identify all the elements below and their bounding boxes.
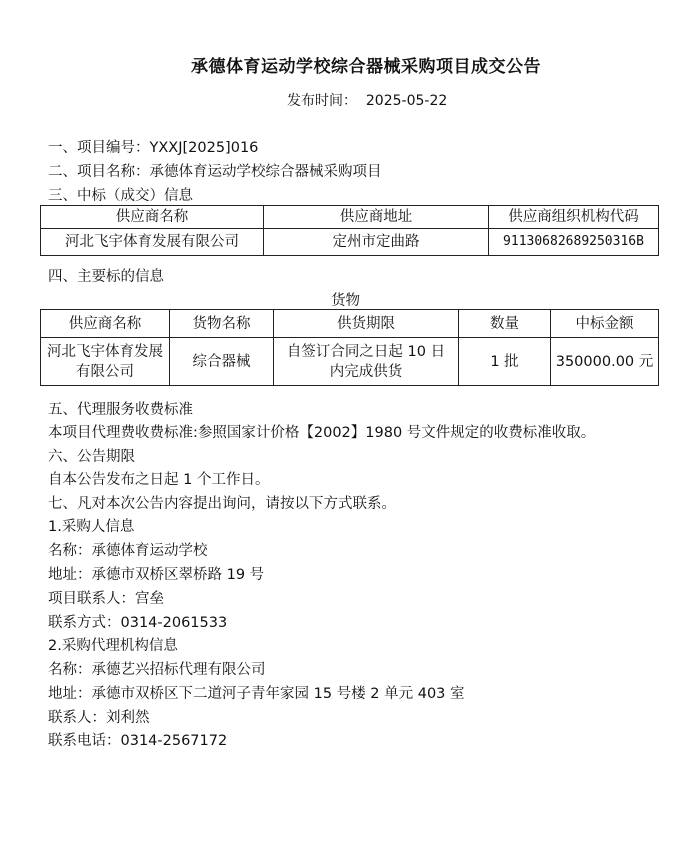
quantity-cell: 1 批 [459, 338, 551, 386]
table-header-cell: 数量 [459, 310, 551, 338]
section-winner-heading: 三、中标（成交）信息 [48, 188, 193, 204]
amount-cell: 350000.00 元 [551, 338, 659, 386]
goods-table [40, 309, 659, 386]
page-title: 承德体育运动学校综合器械采购项目成交公告 [191, 57, 541, 77]
period-text: 自本公告发布之日起 1 个工作日。 [48, 472, 270, 488]
table-header-cell: 供货期限 [274, 310, 459, 338]
section-goods-heading: 四、主要标的信息 [48, 269, 164, 285]
table-header-cell: 供应商名称 [41, 206, 264, 229]
table-row [41, 229, 659, 256]
purchaser-phone: 联系方式：0314-2061533 [48, 615, 228, 631]
purchaser-contact-person: 项目联系人：宫垒 [48, 591, 164, 607]
agency-phone: 联系电话：0314-2567172 [48, 733, 228, 749]
purchaser-address: 地址：承德市双桥区翠桥路 19 号 [48, 567, 265, 583]
purchaser-heading: 1.采购人信息 [48, 519, 135, 535]
winner-table [40, 205, 659, 256]
table-header-cell: 供应商地址 [264, 206, 489, 229]
purchaser-name: 名称：承德体育运动学校 [48, 543, 208, 559]
supplier-code-cell: 91130682689250316B [489, 229, 659, 256]
table-header-cell: 中标金额 [551, 310, 659, 338]
agency-name: 名称：承德艺兴招标代理有限公司 [48, 662, 266, 678]
supplier-name-cell: 河北飞宇体育发展有限公司 [41, 229, 264, 256]
agency-address: 地址：承德市双桥区下二道河子青年家园 15 号楼 2 单元 403 室 [48, 686, 465, 702]
table-header-cell: 货物名称 [170, 310, 274, 338]
section-contact-heading: 七、凡对本次公告内容提出询问，请按以下方式联系。 [48, 496, 396, 512]
section-fee-heading: 五、代理服务收费标准 [48, 402, 193, 418]
table-header-cell: 供应商名称 [41, 310, 170, 338]
goods-name-cell: 综合器械 [170, 338, 274, 386]
supplier-address-cell: 定州市定曲路 [264, 229, 489, 256]
publish-date: 发布时间： 2025-05-22 [287, 93, 448, 109]
agency-heading: 2.采购代理机构信息 [48, 638, 178, 654]
goods-caption: 货物 [331, 293, 360, 309]
table-header-cell: 供应商组织机构代码 [489, 206, 659, 229]
supplier-name-cell: 河北飞宇体育发展有限公司 [41, 338, 170, 386]
project-name: 二、项目名称：承德体育运动学校综合器械采购项目 [48, 164, 382, 180]
table-header-row [41, 310, 659, 338]
table-row [41, 338, 659, 386]
agency-contact-person: 联系人：刘利然 [48, 710, 150, 726]
table-header-row [41, 206, 659, 229]
fee-text: 本项目代理费收费标准:参照国家计价格【2002】1980 号文件规定的收费标准收取。 [48, 425, 596, 441]
section-period-heading: 六、公告期限 [48, 449, 135, 465]
delivery-period-cell: 自签订合同之日起 10 日内完成供货 [274, 338, 459, 386]
project-number: 一、项目编号：YXXJ[2025]016 [48, 140, 259, 156]
